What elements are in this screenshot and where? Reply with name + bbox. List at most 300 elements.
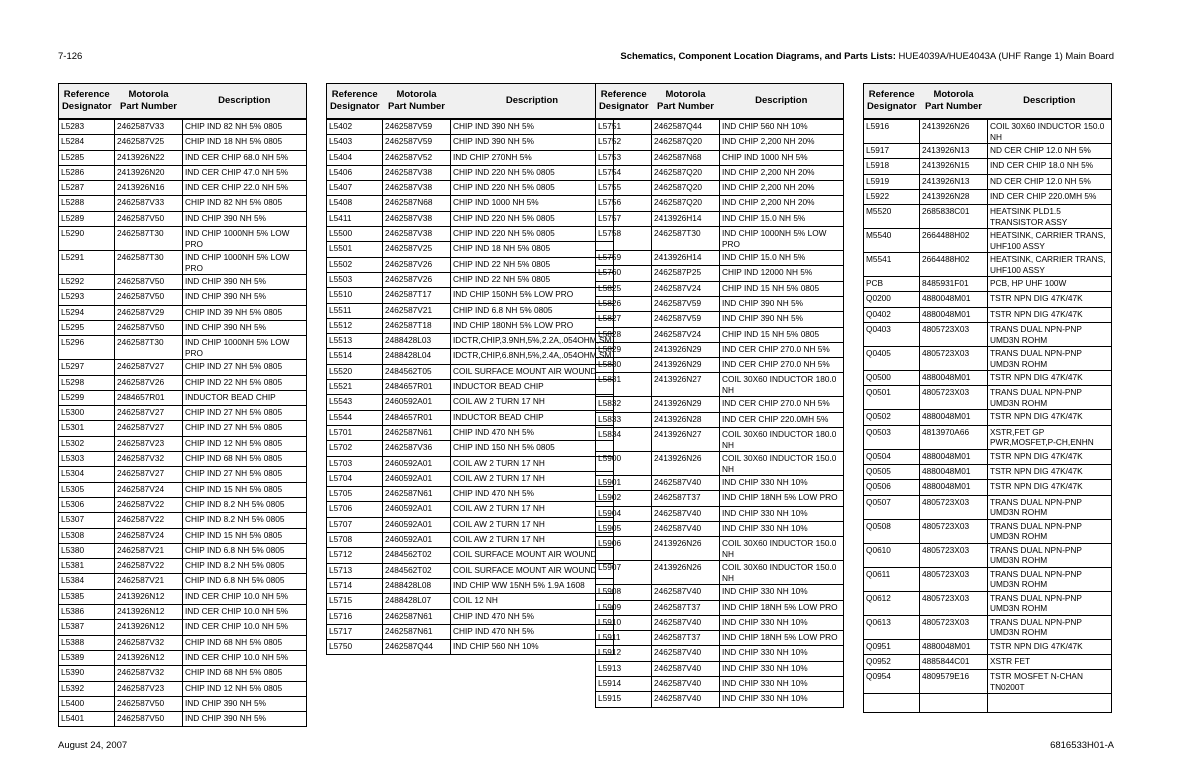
table-row <box>59 605 307 620</box>
part-number-cell: 2685838C01 <box>920 205 988 229</box>
part-number-cell: 2462587V40 <box>652 677 720 692</box>
ref-designator-cell: L5299 <box>59 390 115 405</box>
description-cell: IND CHIP 330 NH 10% <box>720 585 844 600</box>
part-number-cell: 2413926N26 <box>652 561 720 585</box>
description-cell: TRANS DUAL NPN-PNP UMD3N ROHM <box>988 347 1112 371</box>
table-row <box>59 150 307 165</box>
part-number-cell: 2462587V40 <box>652 646 720 661</box>
part-number-cell: 2462587V23 <box>115 436 183 451</box>
part-number-cell: 2413926N15 <box>920 159 988 174</box>
table-row <box>596 342 844 357</box>
ref-designator-cell: Q0502 <box>864 410 920 425</box>
description-cell: IND CER CHIP 68.0 NH 5% <box>183 150 307 165</box>
description-cell: IND CER CHIP 10.0 NH 5% <box>183 605 307 620</box>
part-number-cell: 2462587P25 <box>652 266 720 281</box>
part-number-cell: 2462587V40 <box>652 506 720 521</box>
parts-table-column-3 <box>595 83 844 708</box>
ref-designator-cell: L5297 <box>59 360 115 375</box>
table-row <box>327 165 614 180</box>
description-cell: IND CHIP 15.0 NH 5% <box>720 251 844 266</box>
table-row <box>864 253 1112 277</box>
description-header-line: Description <box>505 95 559 106</box>
ref-designator-header <box>59 84 115 120</box>
ref-designator-cell: L5298 <box>59 375 115 390</box>
description-cell: CHIP IND 68 NH 5% 0805 <box>183 452 307 467</box>
table-row <box>864 307 1112 322</box>
ref-designator-cell: L5834 <box>596 428 652 452</box>
ref-designator-cell: L5510 <box>327 288 383 303</box>
empty-cell <box>920 694 988 713</box>
part-number-cell: 4880048M01 <box>920 292 988 307</box>
description-cell: COIL SURFACE MOUNT AIR WOUND <box>451 548 614 563</box>
part-number-cell: 2413926N26 <box>652 537 720 561</box>
part-number-cell: 2664488H02 <box>920 229 988 253</box>
ref-designator-cell: M5540 <box>864 229 920 253</box>
ref-designator-cell: L5757 <box>596 211 652 226</box>
ref-designator-cell: L5917 <box>864 144 920 159</box>
ref-designator-cell: L5301 <box>59 421 115 436</box>
ref-designator-cell: L5308 <box>59 528 115 543</box>
description-cell: CHIP IND 15 NH 5% 0805 <box>183 528 307 543</box>
ref-designator-header-line: Designator <box>329 101 380 112</box>
ref-designator-cell: L5402 <box>327 119 383 135</box>
table-row <box>596 281 844 296</box>
description-cell: IND CHIP 2,200 NH 20% <box>720 181 844 196</box>
description-cell: TRANS DUAL NPN-PNP UMD3N ROHM <box>988 519 1112 543</box>
description-cell: IND CHIP 330 NH 10% <box>720 521 844 536</box>
description-cell: INDUCTOR BEAD CHIP <box>451 410 614 425</box>
part-number-cell: 2462587V25 <box>383 242 451 257</box>
parts-table-column-1 <box>58 83 307 727</box>
ref-designator-header <box>864 84 920 120</box>
part-number-cell: 2462587V59 <box>652 296 720 311</box>
description-cell: CHIP IND 39 NH 5% 0805 <box>183 305 307 320</box>
table-row <box>327 487 614 502</box>
ref-designator-cell: L5511 <box>327 303 383 318</box>
part-number-cell: 8485931F01 <box>920 277 988 292</box>
table-row <box>596 491 844 506</box>
part-number-cell: 2488428L03 <box>383 334 451 349</box>
description-cell: PCB, HP UHF 100W <box>988 277 1112 292</box>
table-row <box>596 476 844 491</box>
table-row <box>327 578 614 593</box>
part-number-cell: 2484562T02 <box>383 548 451 563</box>
description-cell: HEATSINK, CARRIER TRANS, UHF100 ASSY <box>988 229 1112 253</box>
description-cell: IND CER CHIP 10.0 NH 5% <box>183 589 307 604</box>
part-number-cell: 2462587Q20 <box>652 181 720 196</box>
table-row <box>596 561 844 585</box>
part-number-cell: 2462587V24 <box>115 528 183 543</box>
parts-table <box>595 83 844 708</box>
part-number-header-line: Motorola <box>128 89 169 100</box>
description-cell: INDUCTOR BEAD CHIP <box>451 380 614 395</box>
table-row <box>327 517 614 532</box>
ref-designator-cell: L5712 <box>327 548 383 563</box>
description-cell: TRANS DUAL NPN-PNP UMD3N ROHM <box>988 591 1112 615</box>
table-row <box>596 227 844 251</box>
ref-designator-cell: L5900 <box>596 452 652 476</box>
table-row <box>864 189 1112 204</box>
ref-designator-cell: L5411 <box>327 211 383 226</box>
ref-designator-cell: PCB <box>864 277 920 292</box>
table-row <box>327 441 614 456</box>
table-row <box>59 497 307 512</box>
ref-designator-cell: L5904 <box>596 506 652 521</box>
part-number-cell: 2460592A01 <box>383 395 451 410</box>
part-number-cell: 2484657R01 <box>383 410 451 425</box>
description-cell: CHIP IND 390 NH 5% <box>451 119 614 135</box>
ref-designator-header <box>327 84 383 120</box>
description-cell: COIL AW 2 TURN 17 NH <box>451 471 614 486</box>
part-number-cell: 2462587V29 <box>115 305 183 320</box>
table-row <box>59 320 307 335</box>
part-number-cell: 2413926N12 <box>115 650 183 665</box>
part-number-cell: 2462587V27 <box>115 406 183 421</box>
part-number-cell: 2462587V40 <box>652 476 720 491</box>
part-number-cell: 2462587V24 <box>115 482 183 497</box>
ref-designator-cell: L5384 <box>59 574 115 589</box>
part-number-cell: 2462587V26 <box>383 272 451 287</box>
part-number-cell: 2664488H02 <box>920 253 988 277</box>
page-number: 7-126 <box>58 51 83 62</box>
table-row-empty <box>864 694 1112 713</box>
part-number-cell: 4880048M01 <box>920 639 988 654</box>
description-cell: IND CHIP 390 NH 5% <box>183 211 307 226</box>
description-cell: ND CER CHIP 12.0 NH 5% <box>988 174 1112 189</box>
part-number-cell: 2462587N61 <box>383 487 451 502</box>
part-number-cell: 2462587Q44 <box>383 640 451 655</box>
ref-designator-cell: L5289 <box>59 211 115 226</box>
part-number-cell: 2462587V32 <box>115 452 183 467</box>
description-cell: IND CHIP 330 NH 10% <box>720 476 844 491</box>
ref-designator-cell: L5294 <box>59 305 115 320</box>
description-cell: CHIP IND 1000 NH 5% <box>451 196 614 211</box>
ref-designator-cell: L5827 <box>596 312 652 327</box>
table-row <box>864 347 1112 371</box>
table-row <box>327 119 614 135</box>
empty-cell <box>864 694 920 713</box>
description-cell: TSTR NPN DIG 47K/47K <box>988 410 1112 425</box>
part-number-cell: 2462587Q44 <box>652 119 720 135</box>
part-number-cell: 2462587V33 <box>115 196 183 211</box>
table-row <box>327 288 614 303</box>
page-title-rest: HUE4039A/HUE4043A (UHF Range 1) Main Board <box>895 51 1114 62</box>
part-number-cell: 2413926N29 <box>652 358 720 373</box>
part-number-cell: 2484657R01 <box>115 390 183 405</box>
table-row <box>864 159 1112 174</box>
table-row <box>864 386 1112 410</box>
part-number-header-line: Motorola <box>933 89 974 100</box>
part-number-cell: 2462587V50 <box>115 696 183 711</box>
table-row <box>864 371 1112 386</box>
part-number-cell: 2462587V40 <box>652 521 720 536</box>
part-number-cell: 2462587V27 <box>115 467 183 482</box>
table-row <box>596 266 844 281</box>
description-cell: IND CHIP 1000NH 5% LOW PRO <box>183 251 307 275</box>
ref-designator-cell: Q0613 <box>864 615 920 639</box>
table-row <box>596 296 844 311</box>
description-cell: IND CER CHIP 270.0 NH 5% <box>720 397 844 412</box>
ref-designator-cell: L5916 <box>864 119 920 144</box>
description-cell: COIL SURFACE MOUNT AIR WOUND <box>451 563 614 578</box>
table-row <box>596 521 844 536</box>
table-row <box>864 519 1112 543</box>
footer-doc-number: 6816533H01-A <box>1050 740 1114 751</box>
description-cell: COIL 30X60 INDUCTOR 180.0 NH <box>720 373 844 397</box>
table-row <box>596 327 844 342</box>
table-row <box>864 277 1112 292</box>
description-cell: TRANS DUAL NPN-PNP UMD3N ROHM <box>988 323 1112 347</box>
table-row <box>59 482 307 497</box>
table-row <box>59 375 307 390</box>
table-row <box>327 196 614 211</box>
ref-designator-cell: L5304 <box>59 467 115 482</box>
part-number-header-line: Part Number <box>656 101 714 112</box>
part-number-cell: 2413926N29 <box>652 342 720 357</box>
ref-designator-cell: L5914 <box>596 677 652 692</box>
description-cell: COIL 30X60 INDUCTOR 180.0 NH <box>720 428 844 452</box>
table-row <box>596 506 844 521</box>
ref-designator-cell: L5500 <box>327 227 383 242</box>
table-row <box>327 563 614 578</box>
description-cell: TRANS DUAL NPN-PNP UMD3N ROHM <box>988 615 1112 639</box>
part-number-cell: 2413926N27 <box>652 428 720 452</box>
description-cell: COIL AW 2 TURN 17 NH <box>451 517 614 532</box>
description-header-line: Description <box>218 95 271 106</box>
table-row <box>327 150 614 165</box>
part-number-cell: 2462587V50 <box>115 320 183 335</box>
part-number-cell: 2462587V27 <box>115 360 183 375</box>
description-cell: XSTR FET <box>988 654 1112 669</box>
table-row <box>59 620 307 635</box>
ref-designator-cell: L5387 <box>59 620 115 635</box>
ref-designator-cell: L5908 <box>596 585 652 600</box>
table-row <box>327 425 614 440</box>
table-row <box>59 360 307 375</box>
parts-table <box>326 83 614 655</box>
ref-designator-cell: L5755 <box>596 181 652 196</box>
description-cell: CHIP IND 82 NH 5% 0805 <box>183 196 307 211</box>
ref-designator-cell: L5913 <box>596 661 652 676</box>
description-cell: TSTR NPN DIG 47K/47K <box>988 449 1112 464</box>
table-row <box>59 196 307 211</box>
table-row <box>59 528 307 543</box>
ref-designator-cell: L5302 <box>59 436 115 451</box>
part-number-cell: 2462587V22 <box>115 497 183 512</box>
page-title-bold: Schematics, Component Location Diagrams, and Parts Lists: <box>620 51 896 62</box>
part-number-cell: 2413926N12 <box>115 605 183 620</box>
description-cell: CHIP IND 22 NH 5% 0805 <box>451 257 614 272</box>
ref-designator-cell: L5503 <box>327 272 383 287</box>
part-number-header-line: Part Number <box>924 101 982 112</box>
ref-designator-cell: L5293 <box>59 290 115 305</box>
description-cell: COIL AW 2 TURN 17 NH <box>451 395 614 410</box>
table-row <box>327 303 614 318</box>
part-number-cell: 2413926N13 <box>920 174 988 189</box>
part-number-cell: 2462587Q20 <box>652 165 720 180</box>
table-row <box>59 336 307 360</box>
part-number-cell: 2462587V21 <box>115 574 183 589</box>
description-cell: CHIP IND 470 NH 5% <box>451 609 614 624</box>
ref-designator-cell: L5407 <box>327 181 383 196</box>
description-cell: IND CHIP 180NH 5% LOW PRO <box>451 318 614 333</box>
part-number-cell: 4805723X03 <box>920 591 988 615</box>
description-cell: CHIP IND 68 NH 5% 0805 <box>183 635 307 650</box>
description-cell: CHIP IND 18 NH 5% 0805 <box>451 242 614 257</box>
table-row <box>596 631 844 646</box>
description-cell: IND CER CHIP 270.0 NH 5% <box>720 342 844 357</box>
description-cell: IND CHIP 390 NH 5% <box>183 275 307 290</box>
description-cell: CHIP IND 220 NH 5% 0805 <box>451 165 614 180</box>
table-row <box>864 144 1112 159</box>
description-cell: CHIP IND 15 NH 5% 0805 <box>720 327 844 342</box>
table-row <box>864 323 1112 347</box>
ref-designator-cell: L5406 <box>327 165 383 180</box>
ref-designator-cell: L5513 <box>327 334 383 349</box>
table-row <box>59 227 307 251</box>
table-row <box>864 567 1112 591</box>
table-row <box>59 181 307 196</box>
table-row <box>327 624 614 639</box>
description-cell: ND CER CHIP 12.0 NH 5% <box>988 144 1112 159</box>
part-number-cell: 2462587V27 <box>115 421 183 436</box>
part-number-cell: 2462587T30 <box>115 251 183 275</box>
part-number-cell: 2413926N16 <box>115 181 183 196</box>
description-cell: TSTR NPN DIG 47K/47K <box>988 307 1112 322</box>
description-cell: CHIP IND 470 NH 5% <box>451 487 614 502</box>
part-number-cell: 2460592A01 <box>383 502 451 517</box>
table-row <box>864 425 1112 449</box>
table-row <box>864 410 1112 425</box>
description-cell: COIL 30X60 INDUCTOR 150.0 NH <box>720 537 844 561</box>
description-cell: COIL 12 NH <box>451 594 614 609</box>
description-cell: IND CHIP 560 NH 10% <box>720 119 844 135</box>
part-number-cell: 2413926N28 <box>652 412 720 427</box>
ref-designator-cell: L5381 <box>59 559 115 574</box>
part-number-cell: 4880048M01 <box>920 410 988 425</box>
part-number-cell: 2462587N68 <box>652 150 720 165</box>
table-row <box>59 574 307 589</box>
ref-designator-header-line: Reference <box>331 89 378 100</box>
description-cell: CHIP IND 220 NH 5% 0805 <box>451 181 614 196</box>
description-cell: TSTR NPN DIG 47K/47K <box>988 639 1112 654</box>
ref-designator-header-line: Reference <box>868 89 915 100</box>
description-cell: TSTR MOSFET N-CHAN TN0200T <box>988 670 1112 694</box>
table-row <box>596 600 844 615</box>
ref-designator-cell: M5541 <box>864 253 920 277</box>
description-cell: IDCTR,CHIP,6.8NH,5%,2.4A,.054OHM,SM <box>451 349 614 364</box>
part-number-cell: 2484657R01 <box>383 380 451 395</box>
description-cell: IND CHIP 2,200 NH 20% <box>720 196 844 211</box>
table-row <box>59 543 307 558</box>
description-cell: CHIP IND 12 NH 5% 0805 <box>183 681 307 696</box>
table-row <box>864 639 1112 654</box>
table-row <box>596 181 844 196</box>
part-number-cell: 2462587V21 <box>383 303 451 318</box>
description-cell: CHIP IND 150 NH 5% 0805 <box>451 441 614 456</box>
ref-designator-cell: L5702 <box>327 441 383 456</box>
part-number-cell: 2413926N27 <box>652 373 720 397</box>
description-cell: IND CHIP 390 NH 5% <box>183 712 307 727</box>
description-cell: CHIP IND 15 NH 5% 0805 <box>183 482 307 497</box>
description-cell: CHIP IND 6.8 NH 5% 0805 <box>183 543 307 558</box>
table-row <box>327 272 614 287</box>
ref-designator-cell: L5404 <box>327 150 383 165</box>
table-row <box>596 397 844 412</box>
ref-designator-cell: L5759 <box>596 251 652 266</box>
ref-designator-cell: L5826 <box>596 296 652 311</box>
part-number-cell: 2413926N13 <box>920 144 988 159</box>
table-row <box>59 275 307 290</box>
ref-designator-cell: Q0612 <box>864 591 920 615</box>
part-number-cell: 2484562T05 <box>383 364 451 379</box>
description-cell: IND CER CHIP 270.0 NH 5% <box>720 358 844 373</box>
ref-designator-cell: Q0405 <box>864 347 920 371</box>
ref-designator-cell: L5829 <box>596 342 652 357</box>
part-number-cell: 2413926H14 <box>652 251 720 266</box>
description-cell: CHIP IND 6.8 NH 5% 0805 <box>183 574 307 589</box>
ref-designator-cell: L5502 <box>327 257 383 272</box>
part-number-cell: 2462587V26 <box>115 375 183 390</box>
description-cell: IND CHIP WW 15NH 5% 1.9A 1608 <box>451 578 614 593</box>
ref-designator-cell: L5520 <box>327 364 383 379</box>
description-cell: IND CHIP 1000NH 5% LOW PRO <box>720 227 844 251</box>
part-number-cell: 2462587V38 <box>383 211 451 226</box>
table-row <box>596 135 844 150</box>
table-row <box>59 305 307 320</box>
ref-designator-cell: L5380 <box>59 543 115 558</box>
ref-designator-cell: Q0501 <box>864 386 920 410</box>
description-cell: IND CHIP 330 NH 10% <box>720 615 844 630</box>
part-number-cell: 2462587V52 <box>383 150 451 165</box>
part-number-cell: 2462587N61 <box>383 425 451 440</box>
table-row <box>327 456 614 471</box>
description-cell: TSTR NPN DIG 47K/47K <box>988 292 1112 307</box>
ref-designator-cell: L5501 <box>327 242 383 257</box>
description-cell: COIL AW 2 TURN 17 NH <box>451 502 614 517</box>
part-number-cell: 4805723X03 <box>920 386 988 410</box>
ref-designator-cell: L5753 <box>596 150 652 165</box>
ref-designator-cell: L5706 <box>327 502 383 517</box>
description-cell: CHIP IND 27 NH 5% 0805 <box>183 421 307 436</box>
ref-designator-cell: L5288 <box>59 196 115 211</box>
ref-designator-cell: Q0500 <box>864 371 920 386</box>
description-cell: CHIP IND 390 NH 5% <box>451 135 614 150</box>
description-cell: CHIP IND 12 NH 5% 0805 <box>183 436 307 451</box>
table-row <box>596 692 844 707</box>
ref-designator-cell: L5283 <box>59 119 115 135</box>
ref-designator-cell: L5708 <box>327 533 383 548</box>
table-row <box>864 615 1112 639</box>
part-number-cell: 2462587V21 <box>115 543 183 558</box>
table-row <box>596 661 844 676</box>
ref-designator-cell: Q0951 <box>864 639 920 654</box>
table-row <box>596 119 844 135</box>
description-cell: TRANS DUAL NPN-PNP UMD3N ROHM <box>988 567 1112 591</box>
ref-designator-cell: L5701 <box>327 425 383 440</box>
description-cell: CHIP IND 22 NH 5% 0805 <box>451 272 614 287</box>
ref-designator-cell: L5388 <box>59 635 115 650</box>
ref-designator-cell: L5390 <box>59 666 115 681</box>
ref-designator-cell: Q0505 <box>864 464 920 479</box>
ref-designator-cell: Q0506 <box>864 480 920 495</box>
part-number-cell: 4880048M01 <box>920 480 988 495</box>
ref-designator-cell: L5385 <box>59 589 115 604</box>
table-row <box>59 513 307 528</box>
table-row <box>596 452 844 476</box>
description-cell: CHIP IND 27 NH 5% 0805 <box>183 467 307 482</box>
ref-designator-cell: L5401 <box>59 712 115 727</box>
